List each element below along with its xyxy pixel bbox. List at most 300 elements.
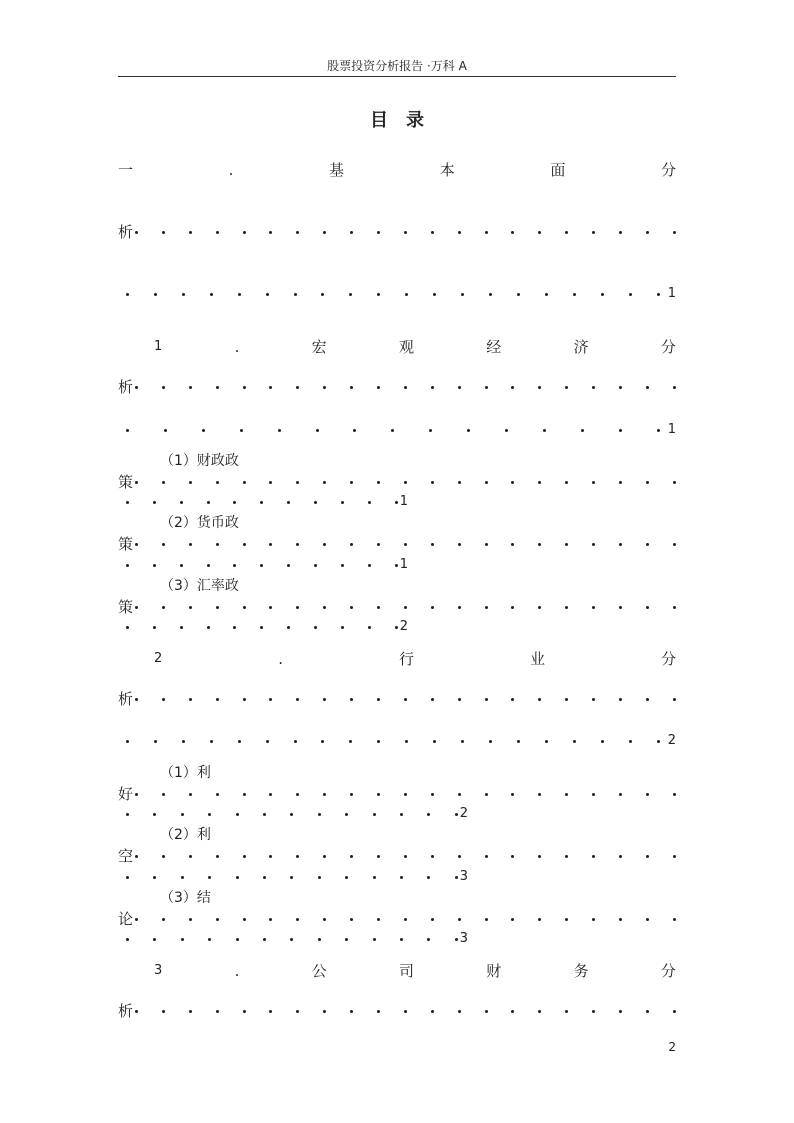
leader-dot <box>189 386 192 389</box>
leader-dot <box>216 481 219 484</box>
leader-dot <box>318 876 321 879</box>
toc-char: 分 <box>660 338 676 356</box>
dot-leader <box>135 231 676 234</box>
leader-dot <box>189 231 192 234</box>
toc-char: . <box>228 161 234 179</box>
leader-dot <box>565 231 568 234</box>
leader-dot <box>260 501 263 504</box>
leader-dot <box>431 793 434 796</box>
leader-dot <box>162 1010 165 1013</box>
leader-dot <box>323 793 326 796</box>
leader-dot <box>400 813 403 816</box>
leader-dot <box>455 813 458 816</box>
leader-dot <box>216 606 219 609</box>
leader-dot <box>238 740 241 743</box>
leader-dot <box>341 626 344 629</box>
toc-entry-macro-head[interactable] <box>118 335 676 359</box>
leader-dot <box>511 543 514 546</box>
leader-dot <box>260 626 263 629</box>
leader-dot <box>350 231 353 234</box>
leader-dot <box>207 501 210 504</box>
leader-dot <box>135 231 138 234</box>
leader-dot <box>511 481 514 484</box>
leader-dot <box>377 481 380 484</box>
leader-dot <box>243 793 246 796</box>
toc-char: 分 <box>660 962 676 980</box>
leader-dot <box>461 293 464 296</box>
toc-entry-finance-leader <box>118 999 676 1023</box>
leader-dot <box>431 386 434 389</box>
leader-dot <box>323 855 326 858</box>
toc-entry-fundamental-head[interactable] <box>118 158 676 182</box>
leader-dot <box>287 626 290 629</box>
leader-dot <box>296 231 299 234</box>
leader-dot <box>565 793 568 796</box>
leader-dot <box>505 429 508 432</box>
toc-tail-char: 策 <box>118 473 134 491</box>
leader-dot <box>233 626 236 629</box>
leader-dot <box>189 918 192 921</box>
leader-dot <box>404 606 407 609</box>
toc-char: 财 <box>486 962 502 980</box>
toc-char: 一 <box>118 161 134 179</box>
leader-dot <box>592 386 595 389</box>
leader-dot <box>673 543 676 546</box>
leader-dot <box>673 481 676 484</box>
toc-tail-char: 空 <box>118 847 134 865</box>
leader-dot <box>511 918 514 921</box>
toc-entry-conclusion-page <box>118 927 468 951</box>
leader-dot <box>162 918 165 921</box>
leader-dot <box>657 293 660 296</box>
leader-dot <box>517 293 520 296</box>
leader-dot <box>135 543 138 546</box>
leader-dot <box>485 606 488 609</box>
toc-char: . <box>234 962 240 980</box>
leader-dot <box>238 293 241 296</box>
leader-dot <box>377 386 380 389</box>
leader-dot <box>673 231 676 234</box>
leader-dot <box>673 386 676 389</box>
leader-dot <box>323 543 326 546</box>
leader-dot <box>400 938 403 941</box>
toc-entry-exchange-head[interactable]: （3）汇率政 <box>160 578 239 594</box>
leader-dot <box>290 876 293 879</box>
leader-dot <box>314 501 317 504</box>
leader-dot <box>135 698 138 701</box>
leader-dot <box>189 698 192 701</box>
leader-dot <box>431 543 434 546</box>
page-number: 1 <box>399 557 408 572</box>
toc-tail-char: 析 <box>118 378 134 396</box>
leader-dot <box>233 501 236 504</box>
toc-char: 司 <box>398 962 414 980</box>
leader-dot <box>269 386 272 389</box>
leader-dot <box>489 740 492 743</box>
leader-dot <box>296 543 299 546</box>
toc-char: 2 <box>154 651 163 666</box>
leader-dot <box>350 698 353 701</box>
leader-dot <box>266 293 269 296</box>
leader-dot <box>296 855 299 858</box>
leader-dot <box>646 698 649 701</box>
leader-dot <box>673 918 676 921</box>
page-number: 1 <box>667 286 676 301</box>
leader-dot <box>377 231 380 234</box>
leader-dot <box>243 855 246 858</box>
leader-dot <box>290 938 293 941</box>
leader-dot <box>153 626 156 629</box>
leader-dot <box>126 938 129 941</box>
leader-dot <box>236 813 239 816</box>
leader-dot <box>377 293 380 296</box>
toc-entry-fiscal-head[interactable]: （1）财政政 <box>160 453 239 469</box>
leader-dot <box>323 918 326 921</box>
leader-dot <box>538 481 541 484</box>
leader-dot <box>126 501 129 504</box>
leader-dot <box>565 386 568 389</box>
leader-dot <box>545 740 548 743</box>
leader-dot <box>404 1010 407 1013</box>
leader-dot <box>400 876 403 879</box>
leader-dot <box>162 606 165 609</box>
leader-dot <box>427 938 430 941</box>
leader-dot <box>314 564 317 567</box>
leader-dot <box>404 855 407 858</box>
leader-dot <box>657 740 660 743</box>
leader-dot <box>377 740 380 743</box>
leader-dot <box>467 429 470 432</box>
leader-dot <box>619 543 622 546</box>
leader-dot <box>538 698 541 701</box>
leader-dot <box>592 543 595 546</box>
leader-dot <box>377 855 380 858</box>
leader-dot <box>236 938 239 941</box>
dot-leader <box>135 481 676 484</box>
leader-dot <box>208 938 211 941</box>
leader-dot <box>162 698 165 701</box>
leader-dot <box>511 1010 514 1013</box>
leader-dot <box>189 1010 192 1013</box>
leader-dot <box>296 793 299 796</box>
leader-dot <box>431 918 434 921</box>
leader-dot <box>135 386 138 389</box>
leader-dot <box>243 386 246 389</box>
leader-dot <box>373 876 376 879</box>
toc-entry-industry-head[interactable] <box>118 647 676 671</box>
leader-dot <box>314 626 317 629</box>
page-footer-number: 2 <box>668 1040 676 1054</box>
leader-dot <box>646 481 649 484</box>
leader-dot <box>208 876 211 879</box>
leader-dot <box>189 481 192 484</box>
leader-dot <box>404 918 407 921</box>
leader-dot <box>243 543 246 546</box>
leader-dot <box>296 481 299 484</box>
leader-dot <box>269 918 272 921</box>
leader-dot <box>189 606 192 609</box>
leader-dot <box>296 698 299 701</box>
leader-dot <box>511 793 514 796</box>
toc-entry-monetary-head[interactable]: （2）货币政 <box>160 515 239 531</box>
leader-dot <box>349 740 352 743</box>
leader-dot <box>405 740 408 743</box>
leader-dot <box>592 918 595 921</box>
toc-char: 分 <box>660 650 676 668</box>
dot-leader <box>135 606 676 609</box>
leader-dot <box>189 543 192 546</box>
leader-dot <box>619 231 622 234</box>
leader-dot <box>517 740 520 743</box>
leader-dot <box>182 293 185 296</box>
leader-dot <box>565 606 568 609</box>
leader-dot <box>601 740 604 743</box>
leader-dot <box>180 501 183 504</box>
leader-dot <box>455 876 458 879</box>
leader-dot <box>216 918 219 921</box>
leader-dot <box>162 855 165 858</box>
toc-char: 面 <box>550 161 566 179</box>
leader-dot <box>269 543 272 546</box>
leader-dot <box>619 1010 622 1013</box>
leader-dot <box>485 543 488 546</box>
leader-dot <box>323 386 326 389</box>
dot-leader <box>135 386 676 389</box>
leader-dot <box>458 481 461 484</box>
leader-dot <box>294 740 297 743</box>
leader-dot <box>153 876 156 879</box>
leader-dot <box>216 793 219 796</box>
leader-dot <box>153 938 156 941</box>
leader-dot <box>592 698 595 701</box>
leader-dot <box>538 1010 541 1013</box>
leader-dot <box>404 386 407 389</box>
leader-dot <box>323 231 326 234</box>
dot-leader <box>135 793 676 796</box>
dot-leader <box>135 855 676 858</box>
toc-char: 行 <box>399 650 415 668</box>
leader-dot <box>511 386 514 389</box>
toc-entry-positive-head[interactable]: （1）利 <box>160 765 211 781</box>
leader-dot <box>538 386 541 389</box>
leader-dot <box>433 740 436 743</box>
leader-dot <box>350 918 353 921</box>
leader-dot <box>216 543 219 546</box>
dot-leader <box>135 918 676 921</box>
leader-dot <box>485 386 488 389</box>
leader-dot <box>427 813 430 816</box>
leader-dot <box>341 501 344 504</box>
leader-dot <box>673 855 676 858</box>
leader-dot <box>350 793 353 796</box>
leader-dot <box>126 876 129 879</box>
dot-leader <box>135 543 676 546</box>
leader-dot <box>429 429 432 432</box>
leader-dot <box>538 855 541 858</box>
toc-entry-conclusion-head[interactable]: （3）结 <box>160 890 211 906</box>
leader-dot <box>485 481 488 484</box>
leader-dot <box>208 813 211 816</box>
toc-entry-negative-head[interactable]: （2）利 <box>160 827 211 843</box>
leader-dot <box>485 918 488 921</box>
leader-dot <box>296 606 299 609</box>
leader-dot <box>511 606 514 609</box>
leader-dot <box>629 293 632 296</box>
leader-dot <box>538 543 541 546</box>
leader-dot <box>404 793 407 796</box>
leader-dot <box>263 876 266 879</box>
toc-char: 本 <box>439 161 455 179</box>
toc-entry-industry-page <box>118 729 676 753</box>
leader-dot <box>573 740 576 743</box>
leader-dot <box>431 1010 434 1013</box>
leader-dot <box>278 429 281 432</box>
leader-dot <box>321 740 324 743</box>
leader-dot <box>592 1010 595 1013</box>
leader-dot <box>485 1010 488 1013</box>
dot-leader <box>135 1010 676 1013</box>
leader-dot <box>135 918 138 921</box>
leader-dot <box>395 626 398 629</box>
leader-dot <box>619 855 622 858</box>
leader-dot <box>592 606 595 609</box>
leader-dot <box>349 293 352 296</box>
toc-char: . <box>234 338 240 356</box>
leader-dot <box>341 564 344 567</box>
leader-dot <box>243 231 246 234</box>
leader-dot <box>461 740 464 743</box>
leader-dot <box>323 481 326 484</box>
leader-dot <box>458 855 461 858</box>
leader-dot <box>269 606 272 609</box>
leader-dot <box>377 793 380 796</box>
leader-dot <box>458 793 461 796</box>
leader-dot <box>243 481 246 484</box>
leader-dot <box>573 293 576 296</box>
leader-dot <box>182 740 185 743</box>
leader-dot <box>318 813 321 816</box>
leader-dot <box>162 793 165 796</box>
leader-dot <box>240 429 243 432</box>
leader-dot <box>404 481 407 484</box>
leader-dot <box>135 1010 138 1013</box>
leader-dot <box>646 543 649 546</box>
leader-dot <box>646 793 649 796</box>
running-header: 股票投资分析报告 ·万科 A <box>118 56 676 77</box>
leader-dot <box>373 938 376 941</box>
leader-dot <box>629 740 632 743</box>
leader-dot <box>368 501 371 504</box>
leader-dot <box>135 793 138 796</box>
leader-dot <box>233 564 236 567</box>
leader-dot <box>135 855 138 858</box>
leader-dot <box>431 231 434 234</box>
leader-dot <box>619 429 622 432</box>
toc-entry-macro-leader <box>118 375 676 399</box>
leader-dot <box>323 1010 326 1013</box>
leader-dot <box>485 793 488 796</box>
leader-dot <box>592 231 595 234</box>
leader-dot <box>431 481 434 484</box>
toc-tail-char: 好 <box>118 785 134 803</box>
leader-dot <box>263 938 266 941</box>
leader-dot <box>377 606 380 609</box>
leader-dot <box>485 231 488 234</box>
leader-dot <box>269 1010 272 1013</box>
leader-dot <box>207 564 210 567</box>
leader-dot <box>243 1010 246 1013</box>
leader-dot <box>243 698 246 701</box>
leader-dot <box>135 481 138 484</box>
leader-dot <box>162 481 165 484</box>
page-number: 3 <box>459 869 468 884</box>
leader-dot <box>126 564 129 567</box>
leader-dot <box>511 855 514 858</box>
toc-char: 济 <box>573 338 589 356</box>
leader-dot <box>673 698 676 701</box>
page-number: 2 <box>667 733 676 748</box>
leader-dot <box>511 698 514 701</box>
leader-dot <box>377 918 380 921</box>
leader-dot <box>296 918 299 921</box>
leader-dot <box>202 429 205 432</box>
leader-dot <box>543 429 546 432</box>
leader-dot <box>646 606 649 609</box>
leader-dot <box>395 501 398 504</box>
leader-dot <box>619 698 622 701</box>
leader-dot <box>458 386 461 389</box>
leader-dot <box>269 793 272 796</box>
toc-char: 务 <box>573 962 589 980</box>
dot-leader <box>126 626 398 629</box>
toc-title: 目录 <box>370 110 442 131</box>
toc-char: 宏 <box>311 338 327 356</box>
leader-dot <box>350 1010 353 1013</box>
toc-tail-char: 论 <box>118 910 134 928</box>
leader-dot <box>189 855 192 858</box>
leader-dot <box>485 698 488 701</box>
leader-dot <box>458 1010 461 1013</box>
leader-dot <box>538 918 541 921</box>
toc-entry-exchange-page <box>118 615 408 639</box>
leader-dot <box>538 606 541 609</box>
leader-dot <box>646 1010 649 1013</box>
leader-dot <box>296 386 299 389</box>
toc-char: 1 <box>154 339 163 354</box>
leader-dot <box>345 876 348 879</box>
dot-leader <box>126 293 660 296</box>
leader-dot <box>391 429 394 432</box>
leader-dot <box>404 698 407 701</box>
leader-dot <box>377 1010 380 1013</box>
leader-dot <box>154 740 157 743</box>
toc-tail-char: 析 <box>118 1002 134 1020</box>
leader-dot <box>538 793 541 796</box>
leader-dot <box>657 429 660 432</box>
leader-dot <box>216 698 219 701</box>
leader-dot <box>619 793 622 796</box>
leader-dot <box>395 564 398 567</box>
leader-dot <box>404 543 407 546</box>
leader-dot <box>565 481 568 484</box>
toc-entry-finance-head[interactable] <box>118 959 676 983</box>
leader-dot <box>458 543 461 546</box>
leader-dot <box>126 813 129 816</box>
leader-dot <box>287 564 290 567</box>
toc-char: 观 <box>398 338 414 356</box>
leader-dot <box>345 938 348 941</box>
leader-dot <box>162 543 165 546</box>
